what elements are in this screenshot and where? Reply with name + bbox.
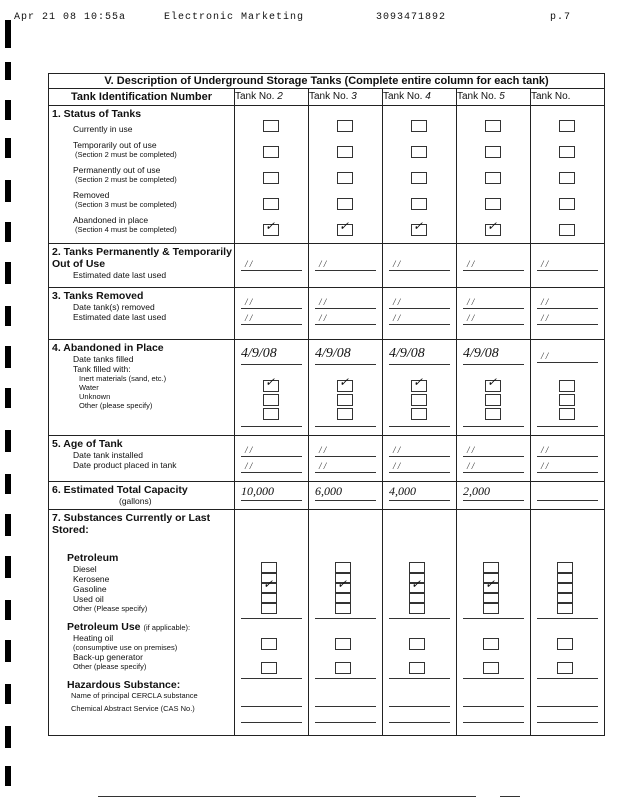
section-title: 7. Substances Currently or Last Stored: (52, 512, 211, 536)
checkbox[interactable] (559, 224, 575, 236)
other-label: Other (please specify) (79, 401, 153, 410)
checkbox[interactable] (411, 408, 427, 420)
section-status (49, 106, 605, 244)
capacity-field[interactable] (463, 500, 524, 501)
checkbox[interactable] (263, 120, 279, 132)
text-field[interactable] (389, 678, 450, 679)
check-mark-icon: ✓ (485, 577, 496, 591)
date-slash: / / (319, 445, 327, 455)
text-field[interactable] (389, 706, 450, 707)
tank-col-4: Tank No. 5 (457, 89, 531, 106)
date-field[interactable] (241, 270, 302, 271)
checkbox[interactable] (261, 638, 277, 650)
tank-col-3: Tank No. 4 (383, 89, 457, 106)
checkbox[interactable] (335, 662, 351, 674)
checkbox[interactable] (409, 638, 425, 650)
capacity-field[interactable] (537, 500, 598, 501)
date-slash: / / (393, 461, 401, 471)
status-perm-note: (Section 2 must be completed) (75, 175, 177, 184)
date-field[interactable] (241, 308, 302, 309)
status-abandoned: Abandoned in place (73, 215, 149, 225)
date-installed: Date tank installed (73, 450, 143, 460)
text-field[interactable] (463, 678, 524, 679)
consumptive-label: (consumptive use on premises) (73, 643, 178, 652)
text-field[interactable] (315, 678, 376, 679)
checkbox[interactable] (483, 662, 499, 674)
date-slash: / / (393, 297, 401, 307)
pet-other-label: Other (Please specify) (73, 604, 148, 613)
date-field[interactable] (463, 456, 524, 457)
ust-description-form (48, 73, 605, 736)
date-slash: / / (541, 461, 549, 471)
date-field[interactable] (463, 308, 524, 309)
unknown-label: Unknown (79, 392, 111, 401)
date-slash: / / (541, 313, 549, 323)
date-field[interactable] (537, 308, 598, 309)
checkbox[interactable] (263, 198, 279, 210)
check-mark-icon: ✓ (413, 219, 424, 233)
other-specify-field[interactable] (537, 426, 598, 427)
fax-page: p.7 (550, 12, 572, 23)
petroleum-title: Petroleum (67, 552, 119, 564)
capacity-value: 6,000 (315, 484, 342, 498)
checkbox[interactable] (557, 662, 573, 674)
status-temp-note: (Section 2 must be completed) (75, 150, 177, 159)
tank-id-label: Tank Identification Number (49, 89, 235, 106)
tank-number: 5 (499, 91, 505, 102)
section-out-of-use (49, 244, 605, 288)
checkbox[interactable] (559, 408, 575, 420)
capacity-value: 2,000 (463, 484, 490, 498)
hazardous-title: Hazardous Substance: (67, 679, 181, 691)
checkbox[interactable] (337, 198, 353, 210)
checkbox[interactable] (485, 120, 501, 132)
date-slash: / / (467, 461, 475, 471)
date-field[interactable] (463, 324, 524, 325)
other-specify-field[interactable] (315, 426, 376, 427)
date-filled-value: 4/9/08 (463, 346, 499, 361)
checkbox[interactable] (557, 602, 573, 614)
fax-company: Electronic Marketing (164, 12, 305, 23)
date-product-placed: Date product placed in tank (73, 460, 177, 470)
cercla-label: Name of principal CERCLA substance (71, 691, 198, 700)
date-field[interactable] (241, 324, 302, 325)
text-field[interactable] (241, 678, 302, 679)
checkbox[interactable] (337, 408, 353, 420)
tank-number: 3 (351, 91, 357, 102)
checkbox[interactable] (485, 394, 501, 406)
check-mark-icon: ✓ (263, 577, 274, 591)
date-field[interactable] (389, 472, 450, 473)
check-mark-icon: ✓ (265, 219, 276, 233)
date-field[interactable] (389, 324, 450, 325)
section-title: 3. Tanks Removed (52, 290, 144, 302)
checkbox[interactable] (485, 198, 501, 210)
date-field[interactable] (537, 324, 598, 325)
checkbox[interactable] (559, 380, 575, 392)
date-field[interactable] (315, 308, 376, 309)
date-field[interactable] (537, 472, 598, 473)
date-field[interactable] (463, 472, 524, 473)
status-abandoned-note: (Section 4 must be completed) (75, 225, 177, 234)
date-field[interactable] (241, 472, 302, 473)
date-field[interactable] (537, 456, 598, 457)
checkbox[interactable] (263, 146, 279, 158)
date-slash: / / (245, 297, 253, 307)
use-other-label: Other (please specify) (73, 662, 147, 671)
section-title: 4. Abandoned in Place (52, 342, 164, 354)
checkbox[interactable] (337, 172, 353, 184)
date-removed: Date tank(s) removed (73, 302, 155, 312)
text-field[interactable] (241, 722, 302, 723)
filled-with-label: Tank filled with: (73, 364, 131, 374)
date-field[interactable] (389, 308, 450, 309)
status-removed-note: (Section 3 must be completed) (75, 200, 177, 209)
date-slash: / / (393, 313, 401, 323)
text-field[interactable] (463, 722, 524, 723)
gasoline-label: Gasoline (73, 584, 107, 594)
date-field[interactable] (315, 456, 376, 457)
text-field[interactable] (241, 706, 302, 707)
check-mark-icon: ✓ (339, 375, 350, 389)
checkbox[interactable] (411, 394, 427, 406)
checkbox[interactable] (559, 172, 575, 184)
date-slash: / / (541, 259, 549, 269)
status-in-use: Currently in use (73, 124, 133, 134)
fax-timestamp: Apr 21 08 10:55a (14, 12, 127, 23)
bottom-line (500, 796, 520, 797)
checkbox[interactable] (485, 172, 501, 184)
section-title: 2. Tanks Permanently & Temporarily Out of Use (52, 246, 232, 270)
date-field[interactable] (537, 362, 598, 363)
checkbox[interactable] (263, 172, 279, 184)
date-slash: / / (467, 259, 475, 269)
water-label: Water (79, 383, 99, 392)
date-field[interactable] (315, 324, 376, 325)
date-slash: / / (393, 259, 401, 269)
petroleum-use-title: Petroleum Use (if applicable): (67, 621, 191, 633)
checkbox[interactable] (335, 602, 351, 614)
est-date-last-used: Estimated date last used (73, 270, 167, 280)
section-removed (49, 288, 605, 340)
checkbox[interactable] (409, 602, 425, 614)
status-removed: Removed (73, 190, 110, 200)
date-slash: / / (319, 313, 327, 323)
capacity-field[interactable] (241, 500, 302, 501)
date-slash: / / (319, 297, 327, 307)
check-mark-icon: ✓ (411, 577, 422, 591)
date-field[interactable] (389, 456, 450, 457)
check-mark-icon: ✓ (265, 375, 276, 389)
checkbox[interactable] (559, 198, 575, 210)
check-mark-icon: ✓ (487, 219, 498, 233)
text-field[interactable] (463, 706, 524, 707)
other-specify-field[interactable] (389, 426, 450, 427)
date-slash: / / (467, 445, 475, 455)
section-substances (49, 510, 605, 736)
checkbox[interactable] (263, 408, 279, 420)
kerosene-label: Kerosene (73, 574, 110, 584)
tank-number: 2 (277, 91, 283, 102)
other-specify-field[interactable] (463, 426, 524, 427)
section-age (49, 436, 605, 482)
heating-oil-label: Heating oil (73, 633, 114, 643)
date-slash: / / (319, 461, 327, 471)
checkbox[interactable] (557, 638, 573, 650)
checkbox[interactable] (411, 120, 427, 132)
capacity-value: 4,000 (389, 484, 416, 498)
date-slash: / / (245, 445, 253, 455)
date-slash: / / (541, 351, 549, 361)
checkbox[interactable] (483, 602, 499, 614)
tank-col-1: Tank No. 2 (235, 89, 309, 106)
status-temp-out: Temporarily out of use (73, 140, 157, 150)
checkbox[interactable] (263, 394, 279, 406)
date-field[interactable] (389, 270, 450, 271)
date-filled-label: Date tanks filled (73, 354, 134, 364)
checkbox[interactable] (559, 394, 575, 406)
used-oil-label: Used oil (73, 594, 104, 604)
section-capacity (49, 482, 605, 510)
date-field[interactable] (463, 270, 524, 271)
section-title: 1. Status of Tanks (52, 108, 142, 120)
checkbox[interactable] (337, 394, 353, 406)
checkbox[interactable] (485, 146, 501, 158)
section-title: 6. Estimated Total Capacity (52, 484, 188, 496)
checkbox[interactable] (411, 146, 427, 158)
checkbox[interactable] (411, 172, 427, 184)
checkbox[interactable] (409, 662, 425, 674)
tank-header-row (49, 89, 605, 106)
date-slash: / / (467, 297, 475, 307)
section-title: 5. Age of Tank (52, 438, 123, 450)
date-filled-value: 4/9/08 (241, 346, 277, 361)
checkbox[interactable] (411, 198, 427, 210)
text-field[interactable] (537, 722, 598, 723)
capacity-field[interactable] (315, 500, 376, 501)
checkbox[interactable] (337, 146, 353, 158)
inert-label: Inert materials (sand, etc.) (79, 374, 167, 383)
date-slash: / / (319, 259, 327, 269)
text-field[interactable] (537, 678, 598, 679)
checkbox[interactable] (261, 662, 277, 674)
check-mark-icon: ✓ (413, 375, 424, 389)
fax-phone: 3093471892 (376, 12, 447, 23)
date-slash: / / (541, 297, 549, 307)
date-slash: / / (245, 461, 253, 471)
check-mark-icon: ✓ (339, 219, 350, 233)
status-perm-out: Permanently out of use (73, 165, 161, 175)
date-slash: / / (393, 445, 401, 455)
tank-col-5: Tank No. (531, 89, 605, 106)
date-field[interactable] (315, 472, 376, 473)
checkbox[interactable] (261, 602, 277, 614)
text-field[interactable] (315, 706, 376, 707)
text-field[interactable] (537, 706, 598, 707)
date-slash: / / (467, 313, 475, 323)
checkbox[interactable] (559, 120, 575, 132)
tank-number: 4 (425, 91, 431, 102)
capacity-field[interactable] (389, 500, 450, 501)
checkbox[interactable] (337, 120, 353, 132)
other-specify-field[interactable] (241, 426, 302, 427)
checkbox[interactable] (559, 146, 575, 158)
check-mark-icon: ✓ (487, 375, 498, 389)
checkbox[interactable] (483, 638, 499, 650)
bottom-line (98, 796, 476, 797)
text-field[interactable] (389, 722, 450, 723)
removed-last-used: Estimated date last used (73, 312, 167, 322)
tank-col-2: Tank No. 3 (309, 89, 383, 106)
date-filled-value: 4/9/08 (315, 346, 351, 361)
text-field[interactable] (315, 722, 376, 723)
generator-label: Back-up generator (73, 652, 143, 662)
checkbox[interactable] (485, 408, 501, 420)
diesel-label: Diesel (73, 564, 97, 574)
form-title: V. Description of Underground Storage Tanks (Complete entire column for each tank) (49, 74, 605, 89)
date-field[interactable] (315, 270, 376, 271)
cas-label: Chemical Abstract Service (CAS No.) (71, 704, 195, 713)
date-slash: / / (245, 313, 253, 323)
date-field[interactable] (241, 456, 302, 457)
gallons-label: (gallons) (119, 496, 152, 506)
date-slash: / / (541, 445, 549, 455)
capacity-value: 10,000 (241, 484, 274, 498)
date-slash: / / (245, 259, 253, 269)
check-mark-icon: ✓ (337, 577, 348, 591)
section-abandoned (49, 340, 605, 436)
date-filled-value: 4/9/08 (389, 346, 425, 361)
checkbox[interactable] (335, 638, 351, 650)
date-field[interactable] (537, 270, 598, 271)
